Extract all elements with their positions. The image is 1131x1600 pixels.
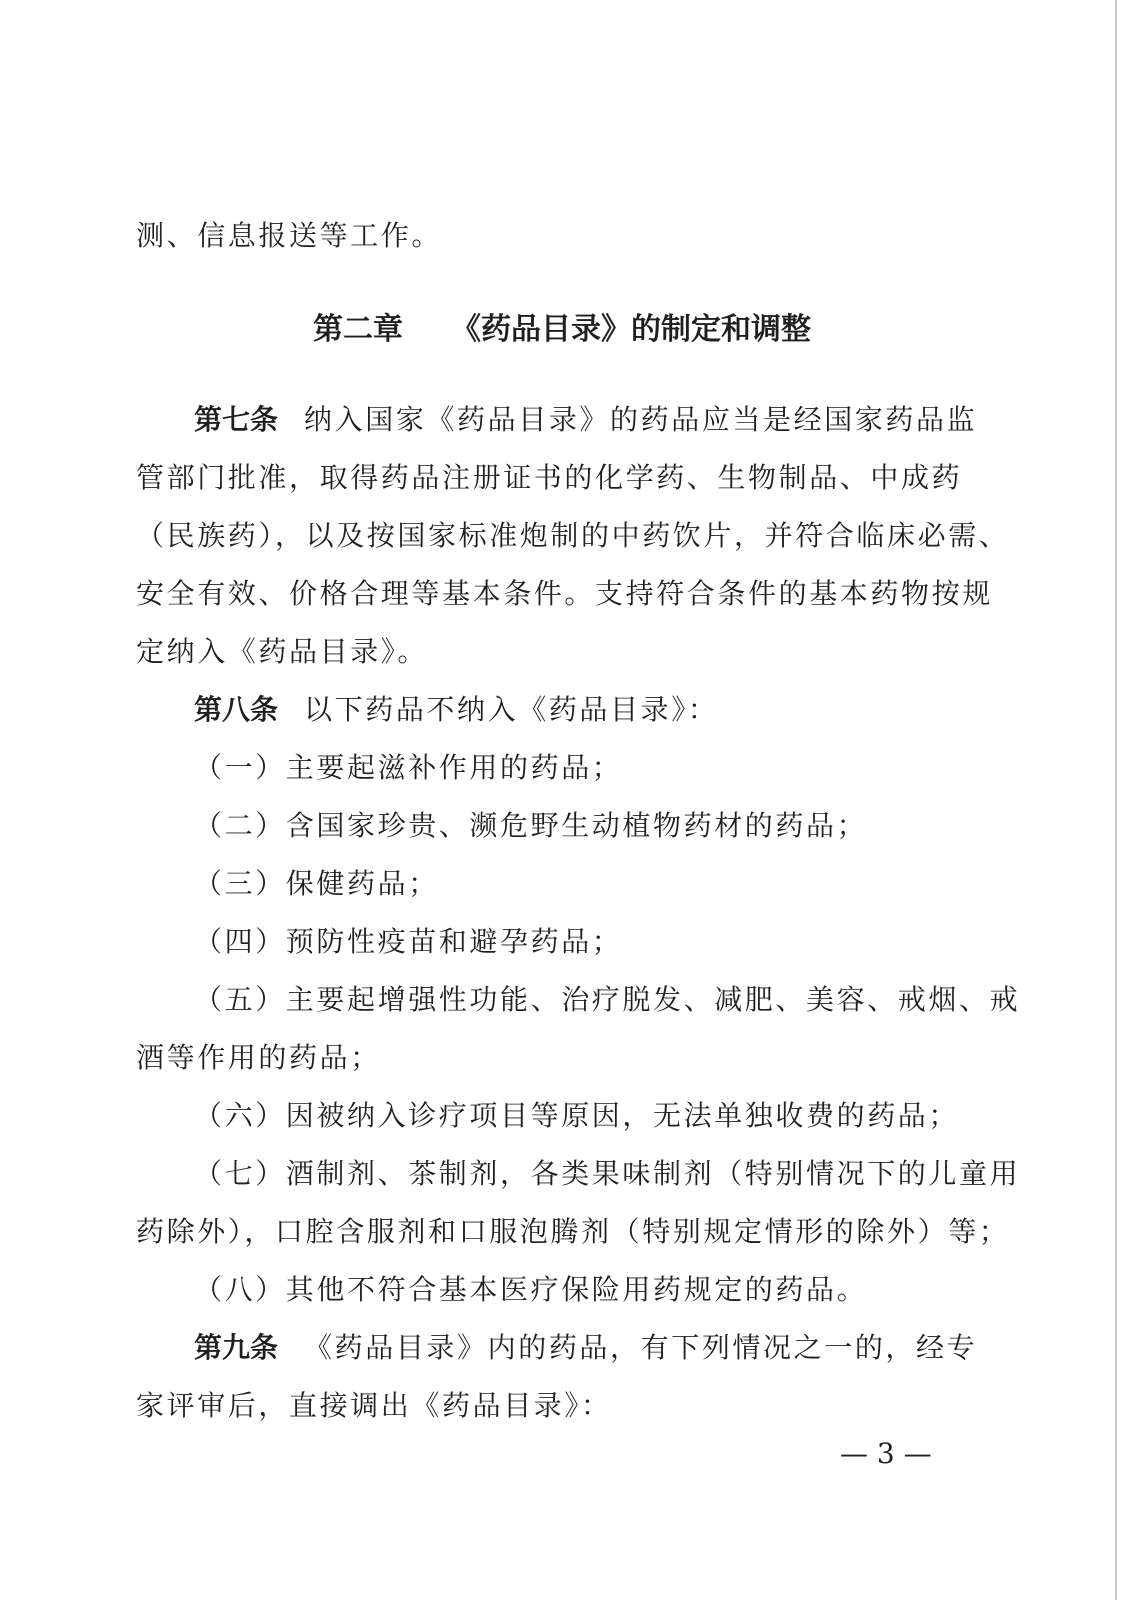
article-label: 第八条	[194, 693, 279, 726]
list-item: （六）因被纳入诊疗项目等原因，无法单独收费的药品；	[194, 1099, 960, 1132]
body-line: 管部门批准，取得药品注册证书的化学药、生物制品、中成药	[136, 461, 963, 494]
body-line: 安全有效、价格合理等基本条件。支持符合条件的基本药物按规	[136, 577, 993, 610]
page-edge-line	[1115, 0, 1117, 1600]
list-item: （二）含国家珍贵、濒危野生动植物药材的药品；	[194, 809, 868, 842]
list-item: （三）保健药品；	[194, 867, 439, 900]
list-item: （七）酒制剂、茶制剂，各类果味制剂（特别情况下的儿童用	[194, 1157, 1021, 1190]
article-8-first-line	[194, 690, 988, 730]
list-item: （一）主要起滋补作用的药品；	[194, 751, 623, 784]
list-item: （四）预防性疫苗和避孕药品；	[194, 925, 623, 958]
article-text: 以下药品不纳入《药品目录》：	[304, 693, 719, 726]
article-label: 第七条	[194, 403, 279, 436]
body-line: 家评审后，直接调出《药品目录》：	[136, 1389, 612, 1422]
chapter-number: 第二章	[313, 312, 403, 347]
article-text: 《药品目录》内的药品，有下列情况之一的，经专	[304, 1331, 978, 1364]
list-item: （五）主要起增强性功能、治疗脱发、减肥、美容、戒烟、戒	[194, 983, 1021, 1016]
article-9-first-line	[194, 1328, 988, 1368]
article-label: 第九条	[194, 1331, 279, 1364]
chapter-title: 《药品目录》的制定和调整	[451, 312, 811, 347]
list-item: （八）其他不符合基本医疗保险用药规定的药品。	[194, 1273, 868, 1306]
list-item-continuation: 酒等作用的药品；	[136, 1041, 381, 1074]
chapter-heading	[136, 308, 988, 352]
article-7-first-line	[194, 400, 988, 440]
article-text: 纳入国家《药品目录》的药品应当是经国家药品监	[304, 403, 978, 436]
body-line: 定纳入《药品目录》。	[136, 635, 429, 668]
body-line: 测、信息报送等工作。	[136, 219, 443, 252]
list-item-continuation: 药除外），口腔含服剂和口服泡腾剂（特别规定情形的除外）等；	[136, 1215, 1010, 1248]
body-line: （民族药），以及按国家标准炮制的中药饮片，并符合临床必需、	[136, 519, 1010, 552]
page-number: — 3 —	[840, 1437, 932, 1470]
